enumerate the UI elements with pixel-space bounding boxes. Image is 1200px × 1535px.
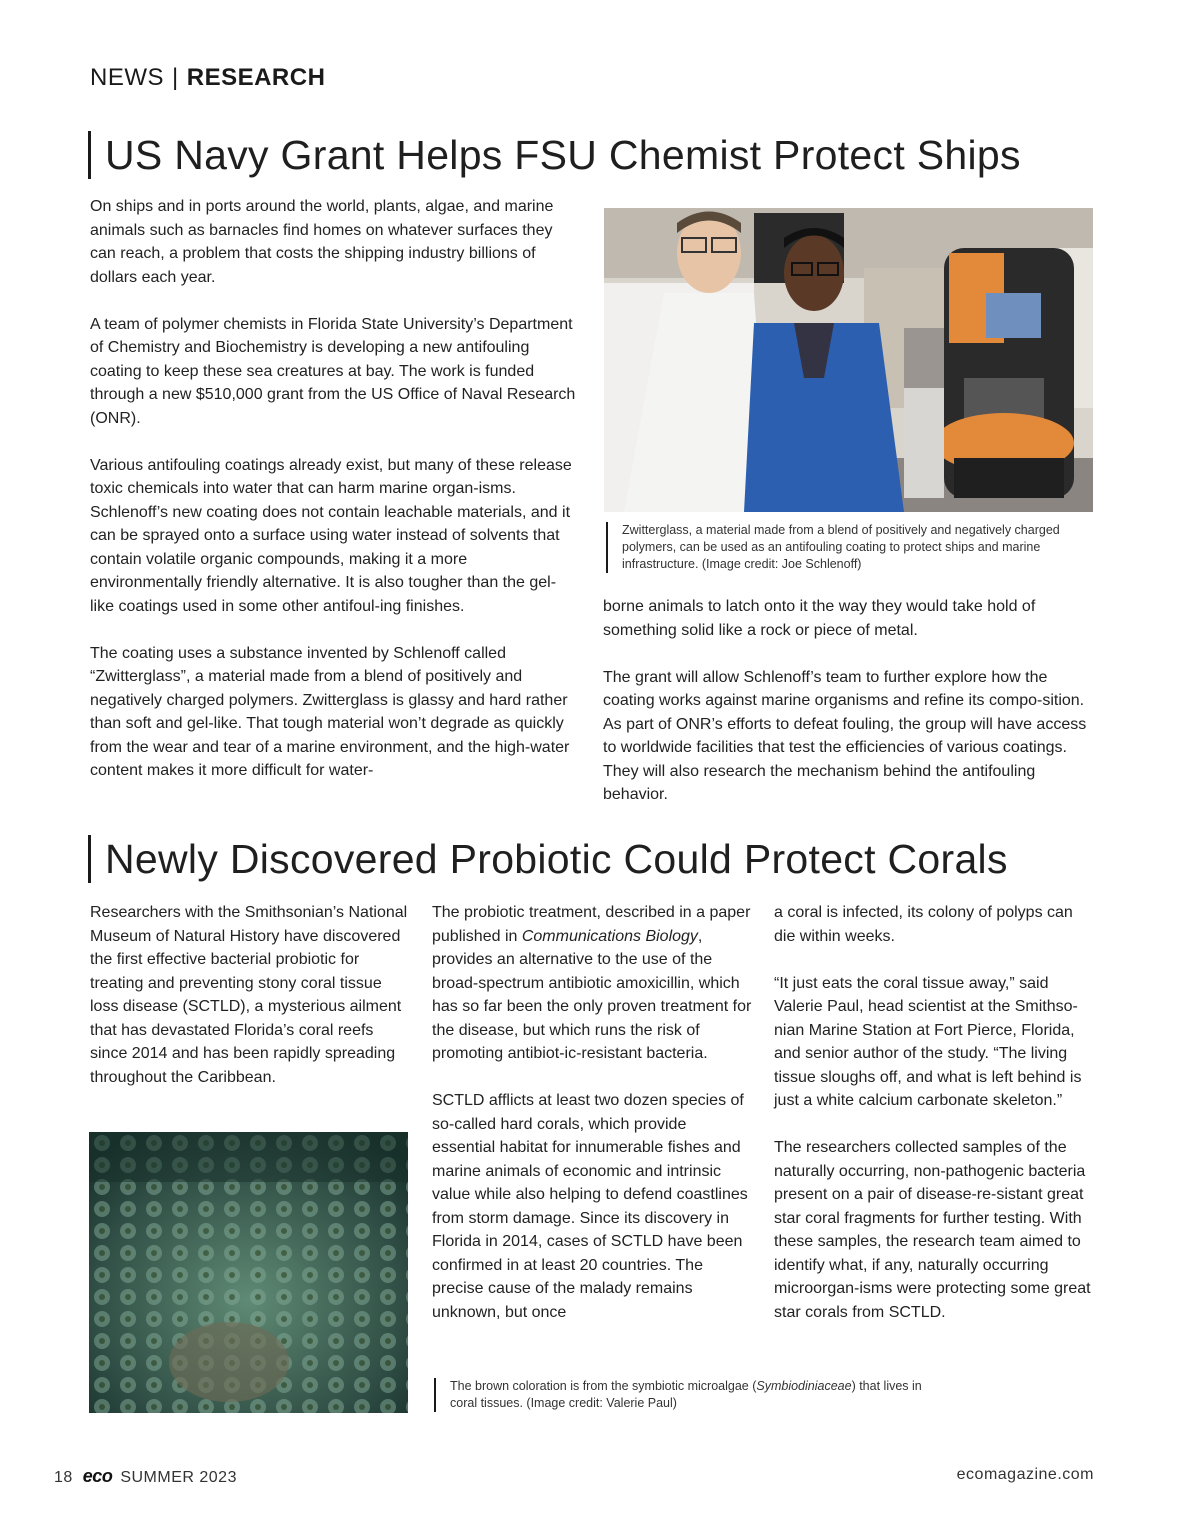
page-number: 18: [54, 1469, 73, 1486]
article1-image-caption: Zwitterglass, a material made from a blend of positively and negatively charged polymers, can be used as an antifouling coating to protect ships and marine infrastructure. (Image credit: Joe Schlenoff): [606, 522, 1077, 573]
article1-title: US Navy Grant Helps FSU Chemist Protect Ships: [88, 131, 1021, 179]
article2-column-2: [432, 901, 752, 1324]
coral-photo-illustration: [89, 1132, 408, 1413]
article1-paragraph: Various antifouling coatings already exist, but many of these release toxic chemicals into water that can harm marine organ-isms. Schlenoff’s new coating does not contain leachable materials, and it can be sprayed onto a surface using water instead of solvents that contain volatile organic compounds, making it a more environmentally friendly alternative. It is also tougher than the gel-like coatings used in some other antifoul-ing finishes.: [90, 456, 572, 615]
article1-paragraph: The grant will allow Schlenoff’s team to further explore how the coating works against marine organisms and refine its compo-sition. As part of ONR’s efforts to defeat fouling, the group will have access to worldwide facilities that test the efficiencies of various coatings. They will also research the mechanism behind the antifouling behavior.: [603, 668, 1087, 803]
article2-paragraph: “It just eats the coral tissue away,” said Valerie Paul, head scientist at the Smithso-nian Marine Station at Fort Pierce, Florida, and senior author of the study. “The living tissue sloughs off, and what is left behind is just a white calcium carbonate skeleton.”: [774, 974, 1082, 1109]
article2-paragraph: The researchers collected samples of the naturally occurring, non-pathogenic bacteria present on a pair of disease-re-sistant great star coral fragments for further testing. With these samples, the research team aimed to identify what, if any, naturally occurring microorgan-isms were protecting some great star corals from SCTLD.: [774, 1139, 1091, 1321]
lab-photo-illustration: [604, 208, 1093, 512]
coral-photo: [89, 1132, 408, 1413]
journal-name: Communications Biology: [521, 927, 698, 945]
article2-column-3: [774, 901, 1094, 1324]
section-label: [90, 64, 325, 92]
article1-paragraph: The coating uses a substance invented by Schlenoff called “Zwitterglass”, a material made from a blend of positively and negatively charged polymers. Zwitterglass is glassy and hard rather than soft and gel-like. That tough material won’t degrade as quickly from the wear and tear of a marine environment, and the high-water content makes it more difficult for water-: [90, 644, 570, 779]
article2-paragraph: Researchers with the Smithsonian’s National Museum of Natural History have discovered the first effective bacterial probiotic for treating and preventing stony coral tissue loss disease (SCTLD), a mysterious ailment that has devastated Florida’s coral reefs since 2014 and has been rapidly spreading throughout the Caribbean.: [90, 904, 408, 1086]
article2-paragraph: SCTLD afflicts at least two dozen species of so-called hard corals, which provide essential habitat for innumerable fishes and marine animals of economic and intrinsic value while also helping to defend coastlines from storm damage. Since its discovery in Florida in 2014, cases of SCTLD have been confirmed in at least 20 countries. The precise cause of the malady remains unknown, but once: [432, 1092, 748, 1321]
article1-paragraph: A team of polymer chemists in Florida State University’s Department of Chemistry and Biochemistry is developing a new antifouling coating to keep these sea creatures at bay. The work is funded through a new $510,000 grant from the US Office of Naval Research (ONR).: [90, 315, 576, 427]
article1-right-column: [603, 595, 1093, 807]
section-separator: |: [172, 64, 179, 91]
footer-left: [54, 1466, 237, 1487]
article2-paragraph: The probiotic treatment, described in a paper published in Communications Biology, provides an alternative to the use of the broad-spectrum antibiotic amoxicillin, which has so far been the only proven treatment for the disease, but which runs the risk of promoting antibiot-ic-resistant bacteria.: [432, 904, 752, 1062]
taxon-name: Symbiodiniaceae: [756, 1379, 852, 1393]
section-category: RESEARCH: [186, 64, 326, 91]
section-news: NEWS: [90, 64, 164, 91]
article1-left-column: [90, 195, 580, 783]
issue-label: SUMMER 2023: [120, 1469, 237, 1486]
article1-paragraph: On ships and in ports around the world, plants, algae, and marine animals such as barnacles find homes on whatever surfaces they can reach, a problem that costs the shipping industry billions of dollars each year.: [90, 198, 554, 286]
article2-paragraph: a coral is infected, its colony of polyps can die within weeks.: [774, 904, 1073, 945]
article2-title: Newly Discovered Probiotic Could Protect Corals: [88, 835, 1008, 883]
article2-image-caption: The brown coloration is from the symbiotic microalgae (Symbiodiniaceae) that lives in coral tissues. (Image credit: Valerie Paul): [434, 1378, 930, 1412]
article1-paragraph: borne animals to latch onto it the way they would take hold of something solid like a rock or piece of metal.: [603, 598, 1036, 639]
article2-column-1: [90, 901, 408, 1089]
eco-logo: eco: [82, 1466, 113, 1486]
website-link[interactable]: ecomagazine.com: [956, 1466, 1094, 1483]
lab-photo: [604, 208, 1093, 512]
